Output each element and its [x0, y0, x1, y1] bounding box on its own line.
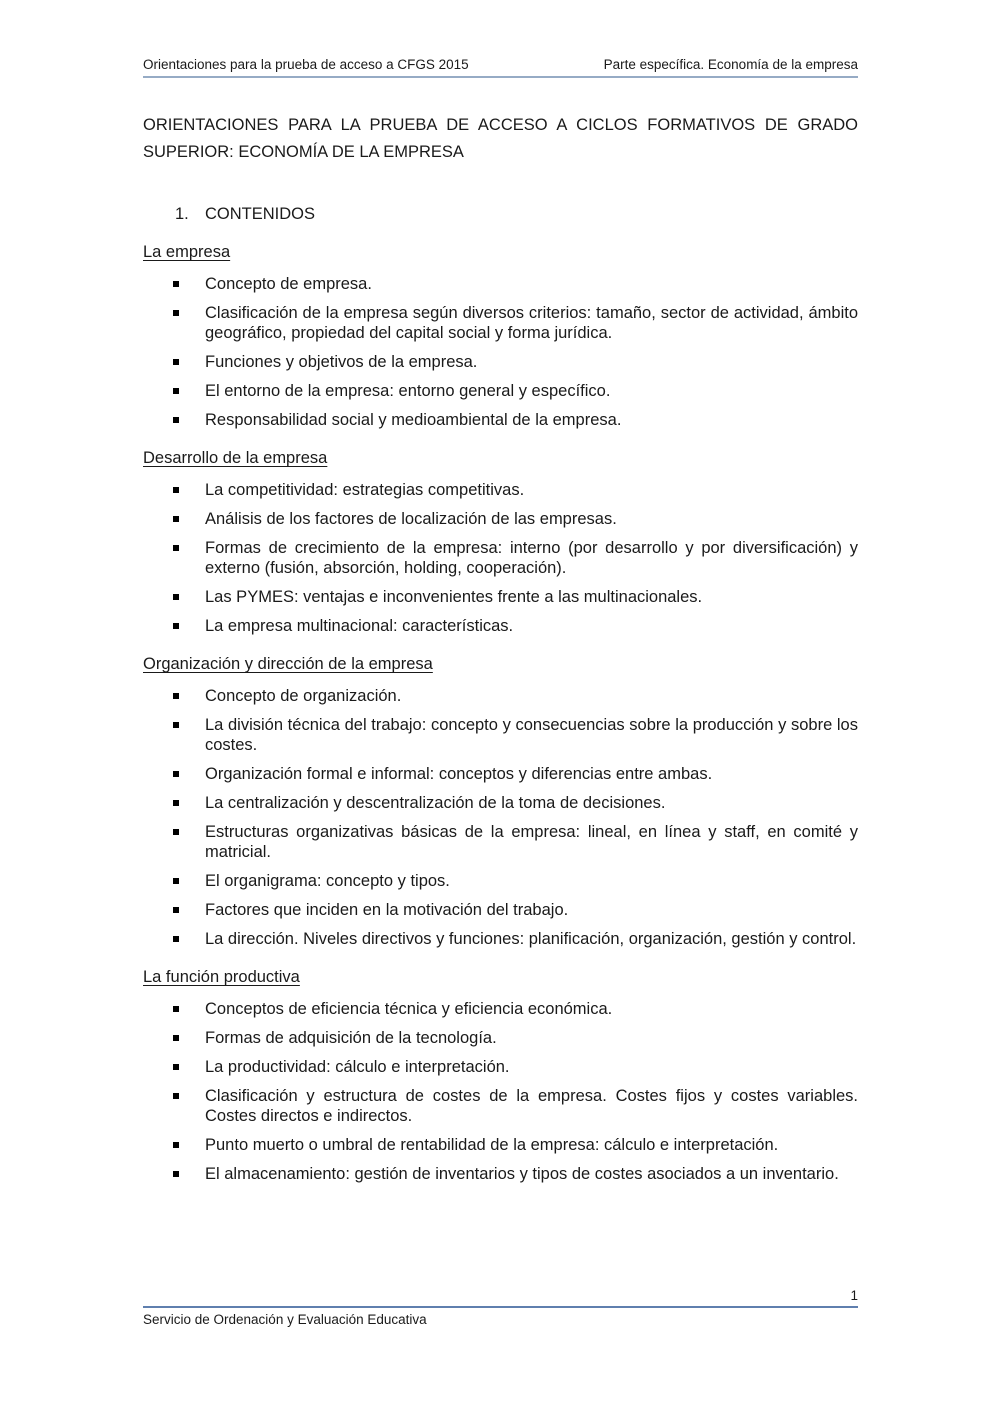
- section-heading: La función productiva: [143, 968, 300, 986]
- section-heading: La empresa: [143, 243, 231, 261]
- list-item-text: La centralización y descentralización de la toma de decisiones.: [205, 794, 666, 812]
- list-item: [143, 871, 858, 891]
- list-item: [143, 822, 858, 862]
- list-item-text: Responsabilidad social y medioambiental de la empresa.: [205, 411, 622, 429]
- section-heading: Desarrollo de la empresa: [143, 449, 328, 467]
- list-item-text: Concepto de organización.: [205, 687, 402, 705]
- bullet-square-icon: [173, 1035, 179, 1041]
- list-item-text: Concepto de empresa.: [205, 275, 372, 293]
- list-item-text: El entorno de la empresa: entorno general y específico.: [205, 382, 611, 400]
- list-item-text: La productividad: cálculo e interpretación.: [205, 1058, 510, 1076]
- list-item: [143, 1057, 858, 1077]
- bullet-square-icon: [173, 623, 179, 629]
- list-item: [143, 1135, 858, 1155]
- list-item: [143, 538, 858, 578]
- list-item: [143, 410, 858, 430]
- list-item-text: La división técnica del trabajo: concepto y consecuencias sobre la producción y sobre los costes.: [205, 716, 858, 754]
- bullet-square-icon: [173, 388, 179, 394]
- list-item-text: Análisis de los factores de localización de las empresas.: [205, 510, 617, 528]
- list-item: [143, 686, 858, 706]
- bullet-square-icon: [173, 1006, 179, 1012]
- list-item: [143, 1086, 858, 1126]
- bullet-square-icon: [173, 417, 179, 423]
- list-item-text: Las PYMES: ventajas e inconvenientes frente a las multinacionales.: [205, 588, 703, 606]
- contents-heading-label: CONTENIDOS: [205, 205, 316, 223]
- list-item-text: Punto muerto o umbral de rentabilidad de la empresa: cálculo e interpretación.: [205, 1136, 779, 1154]
- section-organizacion-y-direccion: [143, 654, 858, 949]
- bullet-square-icon: [173, 1064, 179, 1070]
- page-footer: [143, 1288, 858, 1327]
- bullet-square-icon: [173, 594, 179, 600]
- list-item: [143, 1164, 858, 1184]
- running-header: [143, 57, 858, 78]
- list-item-text: Clasificación y estructura de costes de la empresa. Costes fijos y costes variables. Costes directos e indirectos.: [205, 1087, 858, 1125]
- page-content: [143, 0, 858, 1193]
- bullet-square-icon: [173, 1142, 179, 1148]
- bullet-square-icon: [173, 878, 179, 884]
- list-item: [143, 1028, 858, 1048]
- bullet-square-icon: [173, 936, 179, 942]
- list-item-text: La dirección. Niveles directivos y funciones: planificación, organización, gestión y control.: [205, 930, 857, 948]
- list-item-text: La competitividad: estrategias competitivas.: [205, 481, 525, 499]
- list-item: [143, 303, 858, 343]
- bullet-square-icon: [173, 829, 179, 835]
- bullet-square-icon: [173, 1093, 179, 1099]
- list-item-text: Formas de adquisición de la tecnología.: [205, 1029, 497, 1047]
- list-item: [143, 480, 858, 500]
- bullet-square-icon: [173, 907, 179, 913]
- bullet-square-icon: [173, 693, 179, 699]
- list-item-text: El organigrama: concepto y tipos.: [205, 872, 450, 890]
- list-item-text: Formas de crecimiento de la empresa: interno (por desarrollo y por diversificación) y externo (fusión, absorción, holding, cooperación).: [205, 539, 858, 577]
- bullet-square-icon: [173, 516, 179, 522]
- list-item-text: Factores que inciden en la motivación del trabajo.: [205, 901, 569, 919]
- bullet-square-icon: [173, 771, 179, 777]
- page-number: 1: [850, 1288, 858, 1303]
- footer-service-text: Servicio de Ordenación y Evaluación Educativa: [143, 1312, 427, 1327]
- contents-heading: [143, 204, 858, 224]
- list-item: [143, 352, 858, 372]
- list-item: [143, 616, 858, 636]
- section-heading: Organización y dirección de la empresa: [143, 655, 433, 673]
- list-item: [143, 900, 858, 920]
- contents-heading-number: 1.: [175, 205, 189, 223]
- bullet-square-icon: [173, 722, 179, 728]
- list-item-text: La empresa multinacional: características.: [205, 617, 514, 635]
- document-title-line2: SUPERIOR: ECONOMÍA DE LA EMPRESA: [143, 143, 464, 161]
- list-item-text: El almacenamiento: gestión de inventarios y tipos de costes asociados a un inventario.: [205, 1165, 839, 1183]
- list-item: [143, 587, 858, 607]
- list-item-text: Estructuras organizativas básicas de la empresa: lineal, en línea y staff, en comité y matricial.: [205, 823, 858, 861]
- section-desarrollo-de-la-empresa: [143, 448, 858, 636]
- bullet-square-icon: [173, 487, 179, 493]
- footer-rule: [143, 1306, 858, 1308]
- bullet-square-icon: [173, 1171, 179, 1177]
- list-item-text: Organización formal e informal: conceptos y diferencias entre ambas.: [205, 765, 713, 783]
- bullet-square-icon: [173, 359, 179, 365]
- list-item-text: Clasificación de la empresa según diversos criterios: tamaño, sector de actividad, ámbito geográfico, propiedad del capital social y forma jurídica.: [205, 304, 858, 342]
- list-item: [143, 929, 858, 949]
- list-item: [143, 715, 858, 755]
- running-header-left: Orientaciones para la prueba de acceso a CFGS 2015: [143, 57, 469, 72]
- list-item: [143, 999, 858, 1019]
- list-item: [143, 509, 858, 529]
- list-item: [143, 793, 858, 813]
- bullet-square-icon: [173, 800, 179, 806]
- bullet-square-icon: [173, 310, 179, 316]
- list-item: [143, 274, 858, 294]
- list-item-text: Funciones y objetivos de la empresa.: [205, 353, 478, 371]
- document-title-line1: ORIENTACIONES PARA LA PRUEBA DE ACCESO A CICLOS FORMATIVOS DE GRADO: [143, 116, 858, 134]
- section-la-funcion-productiva: [143, 967, 858, 1184]
- running-header-right: Parte específica. Economía de la empresa: [603, 57, 858, 72]
- list-item-text: Conceptos de eficiencia técnica y eficiencia económica.: [205, 1000, 613, 1018]
- list-item: [143, 764, 858, 784]
- bullet-square-icon: [173, 545, 179, 551]
- list-item: [143, 381, 858, 401]
- document-title: [143, 112, 858, 166]
- bullet-square-icon: [173, 281, 179, 287]
- section-la-empresa: [143, 242, 858, 430]
